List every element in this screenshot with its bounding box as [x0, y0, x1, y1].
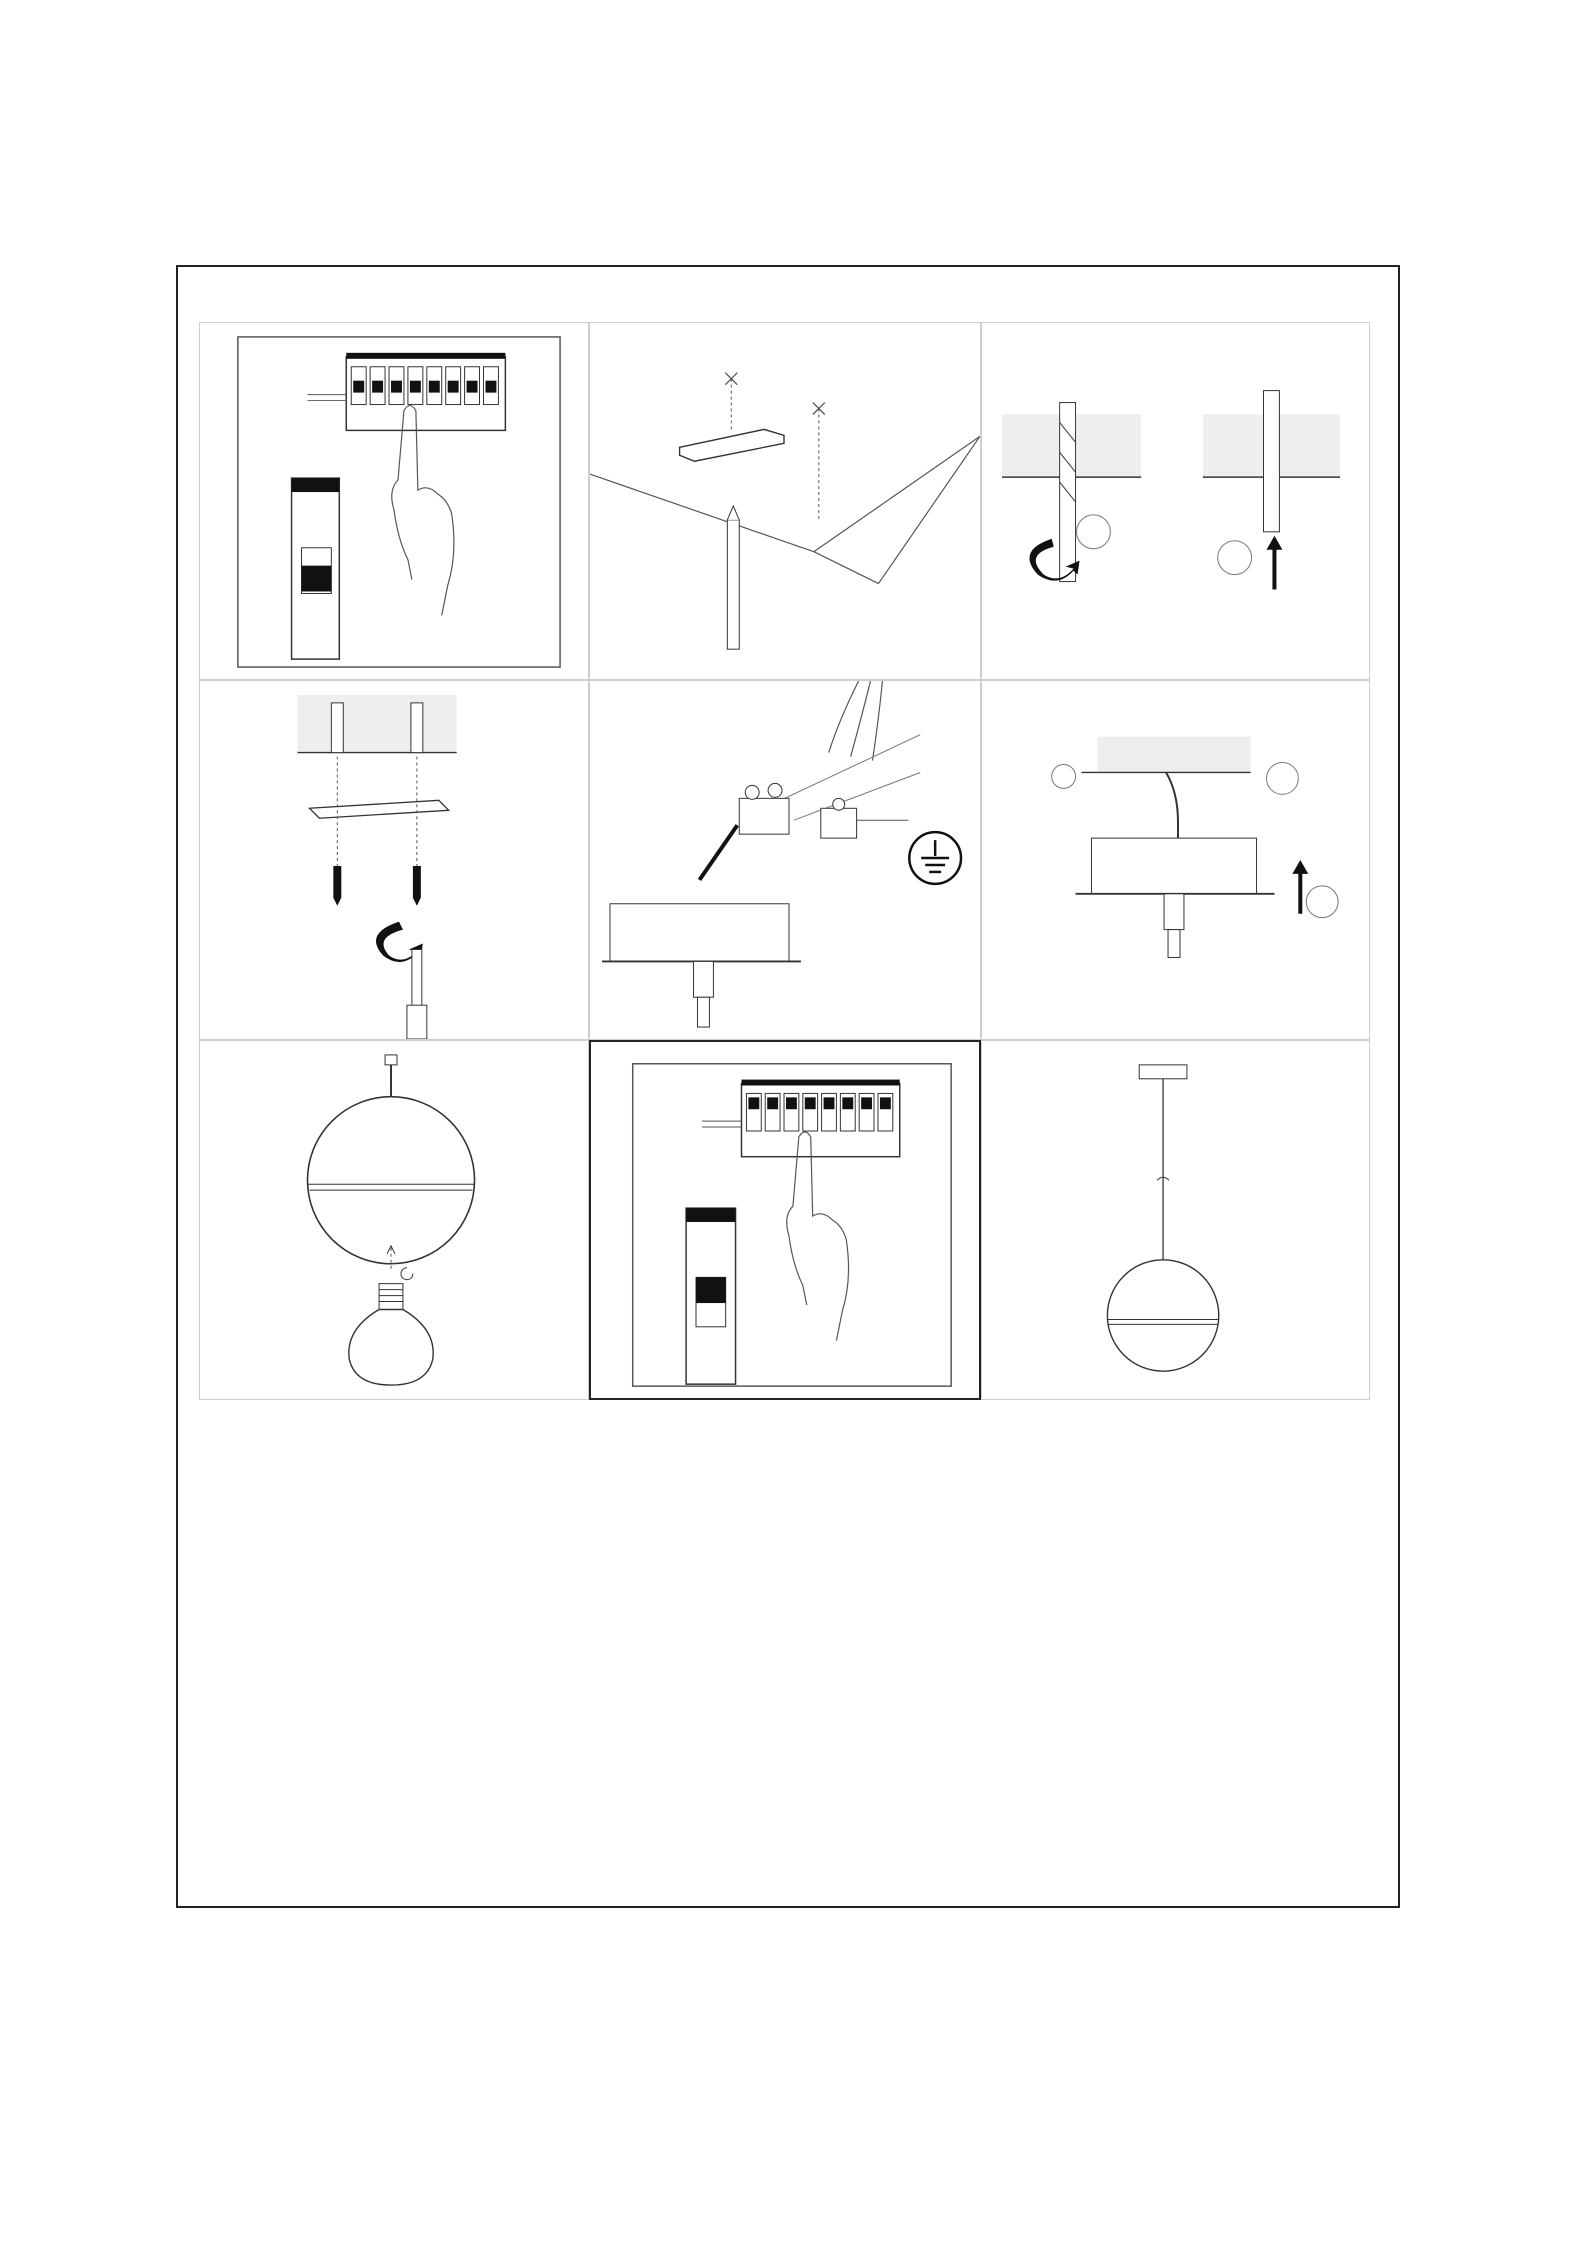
step-1-panel: [199, 322, 589, 680]
arrow-up-icon: [1266, 536, 1282, 590]
step-8-circuit-breaker-illustration: [591, 1042, 979, 1398]
canopy: [610, 904, 789, 962]
globe-shade: [307, 1097, 474, 1264]
step-3-panel: [981, 322, 1370, 680]
globe-shade: [1107, 1260, 1218, 1371]
canopy: [1091, 838, 1256, 894]
pencil: [727, 520, 739, 649]
rotate-arrow-icon: [401, 1268, 413, 1280]
arrow-up-icon: [1292, 860, 1308, 914]
mounting-bracket: [309, 800, 448, 818]
ground-symbol-icon: [909, 832, 961, 884]
step-7-bulb-illustration: [200, 1041, 588, 1399]
step-3-drilling-illustration: [982, 323, 1369, 679]
ceiling-texture: [1002, 414, 1340, 476]
step-2-panel: [589, 322, 981, 680]
supply-wires: [829, 681, 883, 761]
step-9-panel: [981, 1040, 1370, 1400]
screw-head: [1052, 765, 1076, 789]
canopy: [1139, 1065, 1187, 1079]
step-5-panel: [589, 680, 981, 1040]
step-7-panel: [199, 1040, 589, 1400]
mounting-bracket: [680, 429, 784, 461]
step-5-wiring-illustration: [590, 681, 980, 1039]
step-6-canopy-illustration: [982, 681, 1369, 1039]
wall-plug: [1264, 391, 1280, 532]
screwdriver: [412, 950, 422, 1010]
step-4-panel: [199, 680, 589, 1040]
fuse-cartridge: [686, 1208, 735, 1384]
step-6-panel: [981, 680, 1370, 1040]
hand-pressing-switch: [787, 1132, 849, 1341]
step-2-marking-illustration: [590, 323, 980, 679]
step-8-panel: [589, 1040, 981, 1400]
step-9-finished-lamp-illustration: [982, 1041, 1369, 1399]
step-4-screw-bracket-illustration: [200, 681, 588, 1039]
screw-icon: [333, 866, 341, 906]
hand-pressing-switch: [392, 406, 454, 616]
fuse-cartridge: [292, 478, 340, 659]
light-bulb-icon: [349, 1284, 433, 1385]
step-1-circuit-breaker-illustration: [200, 323, 588, 679]
